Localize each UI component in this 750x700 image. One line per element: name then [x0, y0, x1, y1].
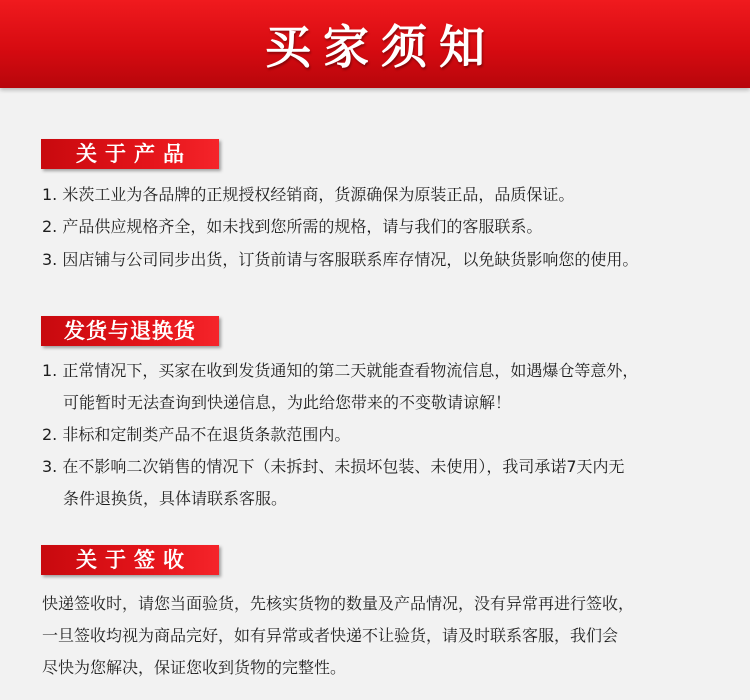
signing-line-1: 快递签收时，请您当面验货，先核实货物的数量及产品情况，没有异常再进行签收， [42, 594, 635, 613]
section-badge-product: 关于产品 [41, 139, 219, 169]
shipping-item-3: 3. 在不影响二次销售的情况下（未拆封、未损坏包装、未使用），我司承诺7天内无 [42, 457, 625, 476]
shipping-item-3-cont: 条件退换货，具体请联系客服。 [63, 489, 288, 508]
section-badge-shipping: 发货与退换货 [41, 316, 219, 346]
shipping-item-1: 1. 正常情况下，买家在收到发货通知的第二天就能查看物流信息，如遇爆仓等意外， [42, 361, 639, 380]
header-banner [0, 0, 750, 88]
signing-line-2: 一旦签收均视为商品完好，如有异常或者快递不让验货，请及时联系客服，我们会 [42, 626, 619, 645]
page-title: 买家须知 [265, 20, 497, 74]
product-item-1: 1. 米茨工业为各品牌的正规授权经销商，货源确保为原装正品，品质保证。 [42, 185, 575, 204]
product-item-3: 3. 因店铺与公司同步出货，订货前请与客服联系库存情况，以免缺货影响您的使用。 [42, 250, 639, 269]
signing-line-3: 尽快为您解决，保证您收到货物的完整性。 [42, 658, 347, 677]
shipping-item-1-cont: 可能暂时无法查询到快递信息，为此给您带来的不变敬请谅解！ [63, 393, 512, 412]
shipping-item-2: 2. 非标和定制类产品不在退货条款范围内。 [42, 425, 351, 444]
section-badge-signing: 关于签收 [41, 545, 219, 575]
product-item-2: 2. 产品供应规格齐全，如未找到您所需的规格，请与我们的客服联系。 [42, 217, 543, 236]
